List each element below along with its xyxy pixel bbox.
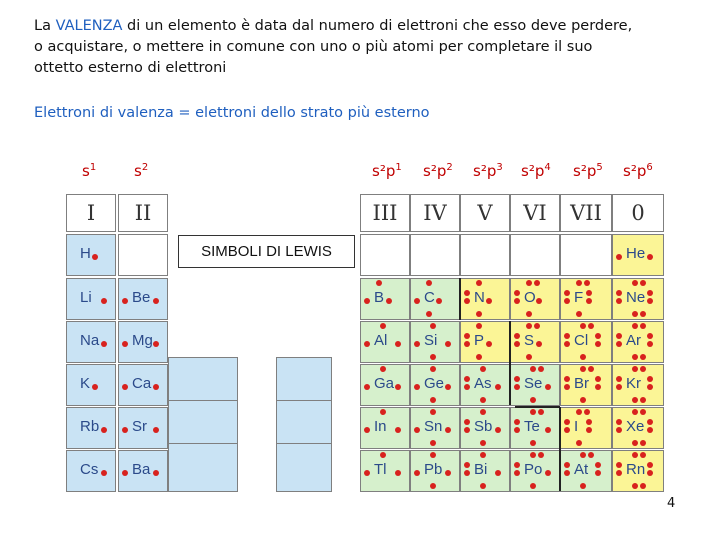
electron-dot (584, 280, 590, 286)
element-symbol: Ne (626, 289, 646, 306)
electron-dot (426, 311, 432, 317)
electron-dot (576, 440, 582, 446)
element-cell (66, 364, 116, 406)
group-header: III (360, 194, 410, 232)
electron-dot (647, 333, 653, 339)
electron-dot (545, 427, 551, 433)
electron-dot (530, 452, 536, 458)
element-symbol: Rn (626, 461, 646, 478)
electron-dot (595, 470, 601, 476)
element-symbol: He (626, 245, 646, 262)
electron-dot (564, 419, 570, 425)
electron-dot (576, 280, 582, 286)
electron-dot (647, 254, 653, 260)
electron-dot (476, 280, 482, 286)
electron-dot (464, 341, 470, 347)
electron-dot (476, 311, 482, 317)
group-header: VII (560, 194, 612, 232)
electron-dot (430, 354, 436, 360)
electron-dot (430, 452, 436, 458)
element-cell (66, 234, 116, 276)
element-symbol: Li (80, 289, 92, 306)
electron-dot (430, 397, 436, 403)
transition-block (168, 443, 238, 492)
electron-dot (380, 366, 386, 372)
electron-dot (538, 452, 544, 458)
electron-dot (445, 427, 451, 433)
electron-dot (632, 323, 638, 329)
electron-dot (564, 427, 570, 433)
electron-dot (464, 290, 470, 296)
electron-dot (480, 440, 486, 446)
electron-dot (464, 462, 470, 468)
electron-dot (632, 452, 638, 458)
electron-dot (580, 397, 586, 403)
electron-dot (647, 341, 653, 347)
electron-dot (464, 376, 470, 382)
electron-dot (380, 323, 386, 329)
electron-dot (576, 409, 582, 415)
electron-dot (640, 366, 646, 372)
electron-dot (580, 354, 586, 360)
metalloid-divider (559, 407, 561, 491)
electron-dot (632, 409, 638, 415)
electron-dot (122, 384, 128, 390)
group-header: 0 (612, 194, 664, 232)
electron-dot (153, 298, 159, 304)
electron-dot (632, 483, 638, 489)
electron-dot (536, 298, 542, 304)
electron-dot (632, 397, 638, 403)
electron-dot (480, 409, 486, 415)
empty-cell (410, 234, 460, 276)
electron-dot (530, 483, 536, 489)
electron-dot (153, 470, 159, 476)
electron-dot (647, 384, 653, 390)
config-label: $s^2$ (134, 162, 149, 180)
electron-dot (647, 462, 653, 468)
electron-dot (564, 462, 570, 468)
element-symbol: Xe (626, 418, 645, 435)
electron-dot (395, 384, 401, 390)
electron-dot (616, 470, 622, 476)
periodic-table (66, 194, 669, 486)
electron-dot (632, 366, 638, 372)
element-symbol: O (524, 289, 536, 306)
electron-dot (595, 333, 601, 339)
electron-dot (647, 427, 653, 433)
electron-dot (530, 440, 536, 446)
electron-dot (640, 323, 646, 329)
electron-dot (430, 323, 436, 329)
electron-dot (564, 470, 570, 476)
config-label: $s^2p^1$ (372, 162, 402, 180)
electron-dot (514, 290, 520, 296)
element-symbol: As (474, 375, 492, 392)
electron-dot (495, 427, 501, 433)
electron-dot (386, 298, 392, 304)
element-symbol: Cl (574, 332, 589, 349)
electron-dot (526, 354, 532, 360)
group-header: V (460, 194, 510, 232)
element-symbol: Se (524, 375, 543, 392)
electron-dot (640, 354, 646, 360)
element-symbol: Tl (374, 461, 387, 478)
electron-dot (430, 440, 436, 446)
electron-dot (364, 427, 370, 433)
element-symbol: In (374, 418, 387, 435)
empty-cell (460, 234, 510, 276)
valence-definition: Elettroni di valenza = elettroni dello strato più esterno (34, 105, 430, 121)
electron-dot (101, 341, 107, 347)
electron-dot (538, 409, 544, 415)
intro-text: La (34, 18, 56, 34)
electron-dot (495, 384, 501, 390)
electron-dot (101, 470, 107, 476)
element-symbol: I (574, 418, 579, 435)
config-label: $s^2p^3$ (473, 162, 503, 180)
electron-dot (545, 384, 551, 390)
electron-dot (364, 384, 370, 390)
electron-dot (414, 384, 420, 390)
electron-dot (588, 452, 594, 458)
electron-dot (530, 397, 536, 403)
electron-dot (616, 427, 622, 433)
electron-dot (595, 341, 601, 347)
electron-dot (632, 354, 638, 360)
element-symbol: Po (524, 461, 543, 478)
electron-dot (616, 419, 622, 425)
config-label: $s^2p^2$ (423, 162, 453, 180)
electron-dot (526, 280, 532, 286)
electron-dot (122, 427, 128, 433)
electron-dot (380, 409, 386, 415)
element-symbol: S (524, 332, 535, 349)
electron-dot (514, 341, 520, 347)
intro-text: ottetto esterno di elettroni (34, 60, 227, 76)
electron-dot (640, 452, 646, 458)
electron-dot (564, 333, 570, 339)
electron-dot (526, 323, 532, 329)
electron-dot (464, 333, 470, 339)
electron-dot (480, 366, 486, 372)
electron-dot (364, 470, 370, 476)
electron-dot (426, 280, 432, 286)
electron-dot (480, 483, 486, 489)
electron-dot (632, 440, 638, 446)
transition-block (276, 400, 332, 449)
electron-dot (595, 462, 601, 468)
intro-paragraph (34, 16, 674, 79)
element-symbol: Ar (626, 332, 641, 349)
element-symbol: Ca (132, 375, 152, 392)
electron-dot (376, 280, 382, 286)
electron-dot (122, 298, 128, 304)
electron-dot (632, 280, 638, 286)
element-symbol: Sr (132, 418, 147, 435)
electron-dot (514, 427, 520, 433)
electron-dot (526, 311, 532, 317)
electron-dot (640, 311, 646, 317)
element-symbol: B (374, 289, 385, 306)
element-symbol: Sb (474, 418, 493, 435)
electron-dot (364, 298, 370, 304)
electron-dot (395, 470, 401, 476)
intro-text: o acquistare, o mettere in comune con uno o più atomi per completare il suo (34, 39, 593, 55)
element-symbol: Ba (132, 461, 151, 478)
electron-dot (564, 384, 570, 390)
metalloid-divider (459, 278, 461, 320)
electron-dot (616, 254, 622, 260)
electron-dot (380, 452, 386, 458)
metalloid-divider (509, 321, 511, 405)
empty-cell (510, 234, 560, 276)
electron-dot (647, 419, 653, 425)
electron-dot (647, 376, 653, 382)
electron-dot (616, 376, 622, 382)
electron-dot (580, 366, 586, 372)
electron-dot (595, 376, 601, 382)
electron-dot (514, 470, 520, 476)
element-symbol: Mg (132, 332, 153, 349)
group-header: I (66, 194, 116, 232)
electron-dot (616, 462, 622, 468)
intro-text: di un elemento è data dal numero di elettroni che esso deve perdere, (122, 18, 633, 34)
element-symbol: Si (424, 332, 438, 349)
electron-dot (514, 298, 520, 304)
config-label: $s^1$ (82, 162, 97, 180)
element-symbol: At (574, 461, 589, 478)
electron-dot (395, 341, 401, 347)
element-symbol: Rb (80, 418, 100, 435)
electron-dot (122, 341, 128, 347)
element-symbol: P (474, 332, 485, 349)
group-header: VI (510, 194, 560, 232)
electron-dot (153, 427, 159, 433)
electron-dot (580, 452, 586, 458)
electron-dot (153, 384, 159, 390)
electron-dot (588, 366, 594, 372)
group-header: II (118, 194, 168, 232)
electron-dot (586, 290, 592, 296)
transition-block (276, 357, 332, 406)
electron-dot (534, 323, 540, 329)
electron-dot (122, 470, 128, 476)
element-symbol: Be (132, 289, 151, 306)
electron-dot (586, 427, 592, 433)
electron-dot (395, 427, 401, 433)
electron-dot (616, 298, 622, 304)
electron-dot (616, 341, 622, 347)
electron-dot (564, 341, 570, 347)
electron-dot (486, 298, 492, 304)
element-symbol: Kr (626, 375, 641, 392)
element-symbol: Sn (424, 418, 443, 435)
transition-block (168, 357, 238, 406)
electron-dot (486, 341, 492, 347)
electron-dot (414, 298, 420, 304)
element-symbol: Bi (474, 461, 488, 478)
electron-dot (588, 323, 594, 329)
electron-dot (464, 419, 470, 425)
electron-dot (101, 427, 107, 433)
electron-dot (464, 384, 470, 390)
electron-dot (616, 384, 622, 390)
electron-dot (595, 384, 601, 390)
electron-dot (640, 483, 646, 489)
electron-dot (480, 452, 486, 458)
element-symbol: H (80, 245, 91, 262)
electron-dot (514, 376, 520, 382)
electron-dot (586, 298, 592, 304)
page-number: 4 (667, 496, 676, 511)
valenza-highlight: VALENZA (55, 18, 123, 34)
config-label: $s^2p^6$ (623, 162, 653, 180)
element-symbol: Ga (374, 375, 395, 392)
electron-dot (476, 323, 482, 329)
element-symbol: N (474, 289, 485, 306)
electron-dot (414, 470, 420, 476)
electron-dot (536, 341, 542, 347)
electron-dot (480, 397, 486, 403)
electron-dot (436, 298, 442, 304)
metalloid-divider (515, 406, 560, 408)
electron-dot (514, 333, 520, 339)
element-symbol: Cs (80, 461, 99, 478)
electron-dot (640, 409, 646, 415)
electron-dot (92, 254, 98, 260)
electron-dot (647, 290, 653, 296)
electron-dot (476, 354, 482, 360)
electron-dot (514, 462, 520, 468)
electron-dot (647, 298, 653, 304)
electron-dot (632, 311, 638, 317)
electron-dot (640, 440, 646, 446)
electron-dot (564, 376, 570, 382)
lewis-symbols-label: SIMBOLI DI LEWIS (178, 235, 355, 268)
electron-dot (584, 409, 590, 415)
electron-dot (586, 419, 592, 425)
electron-dot (640, 397, 646, 403)
config-label: $s^2p^4$ (521, 162, 551, 180)
element-symbol: C (424, 289, 435, 306)
electron-dot (495, 470, 501, 476)
electron-dot (464, 470, 470, 476)
element-symbol: Al (374, 332, 388, 349)
electron-dot (101, 298, 107, 304)
electron-dot (580, 323, 586, 329)
electron-dot (545, 470, 551, 476)
electron-dot (445, 470, 451, 476)
electron-dot (514, 384, 520, 390)
element-symbol: F (574, 289, 584, 306)
electron-dot (576, 311, 582, 317)
element-symbol: Na (80, 332, 100, 349)
element-symbol: Br (574, 375, 589, 392)
element-symbol: K (80, 375, 91, 392)
electron-dot (538, 366, 544, 372)
element-symbol: Pb (424, 461, 443, 478)
electron-dot (92, 384, 98, 390)
electron-dot (445, 384, 451, 390)
electron-dot (430, 366, 436, 372)
electron-dot (445, 341, 451, 347)
electron-dot (616, 333, 622, 339)
electron-dot (564, 298, 570, 304)
config-label: $s^2p^5$ (573, 162, 603, 180)
electron-dot (464, 298, 470, 304)
group-header: IV (410, 194, 460, 232)
empty-cell (118, 234, 168, 276)
electron-dot (530, 366, 536, 372)
electron-dot (464, 427, 470, 433)
electron-dot (414, 341, 420, 347)
electron-dot (640, 280, 646, 286)
electron-dot (580, 483, 586, 489)
empty-cell (360, 234, 410, 276)
electron-dot (564, 290, 570, 296)
element-symbol: Ge (424, 375, 445, 392)
transition-block (276, 443, 332, 492)
electron-dot (414, 427, 420, 433)
element-symbol: Te (524, 418, 540, 435)
electron-dot (514, 419, 520, 425)
electron-dot (616, 290, 622, 296)
electron-dot (430, 483, 436, 489)
electron-dot (364, 341, 370, 347)
transition-block (168, 400, 238, 449)
electron-dot (430, 409, 436, 415)
empty-cell (560, 234, 612, 276)
electron-dot (534, 280, 540, 286)
electron-dot (530, 409, 536, 415)
electron-dot (153, 341, 159, 347)
electron-dot (647, 470, 653, 476)
